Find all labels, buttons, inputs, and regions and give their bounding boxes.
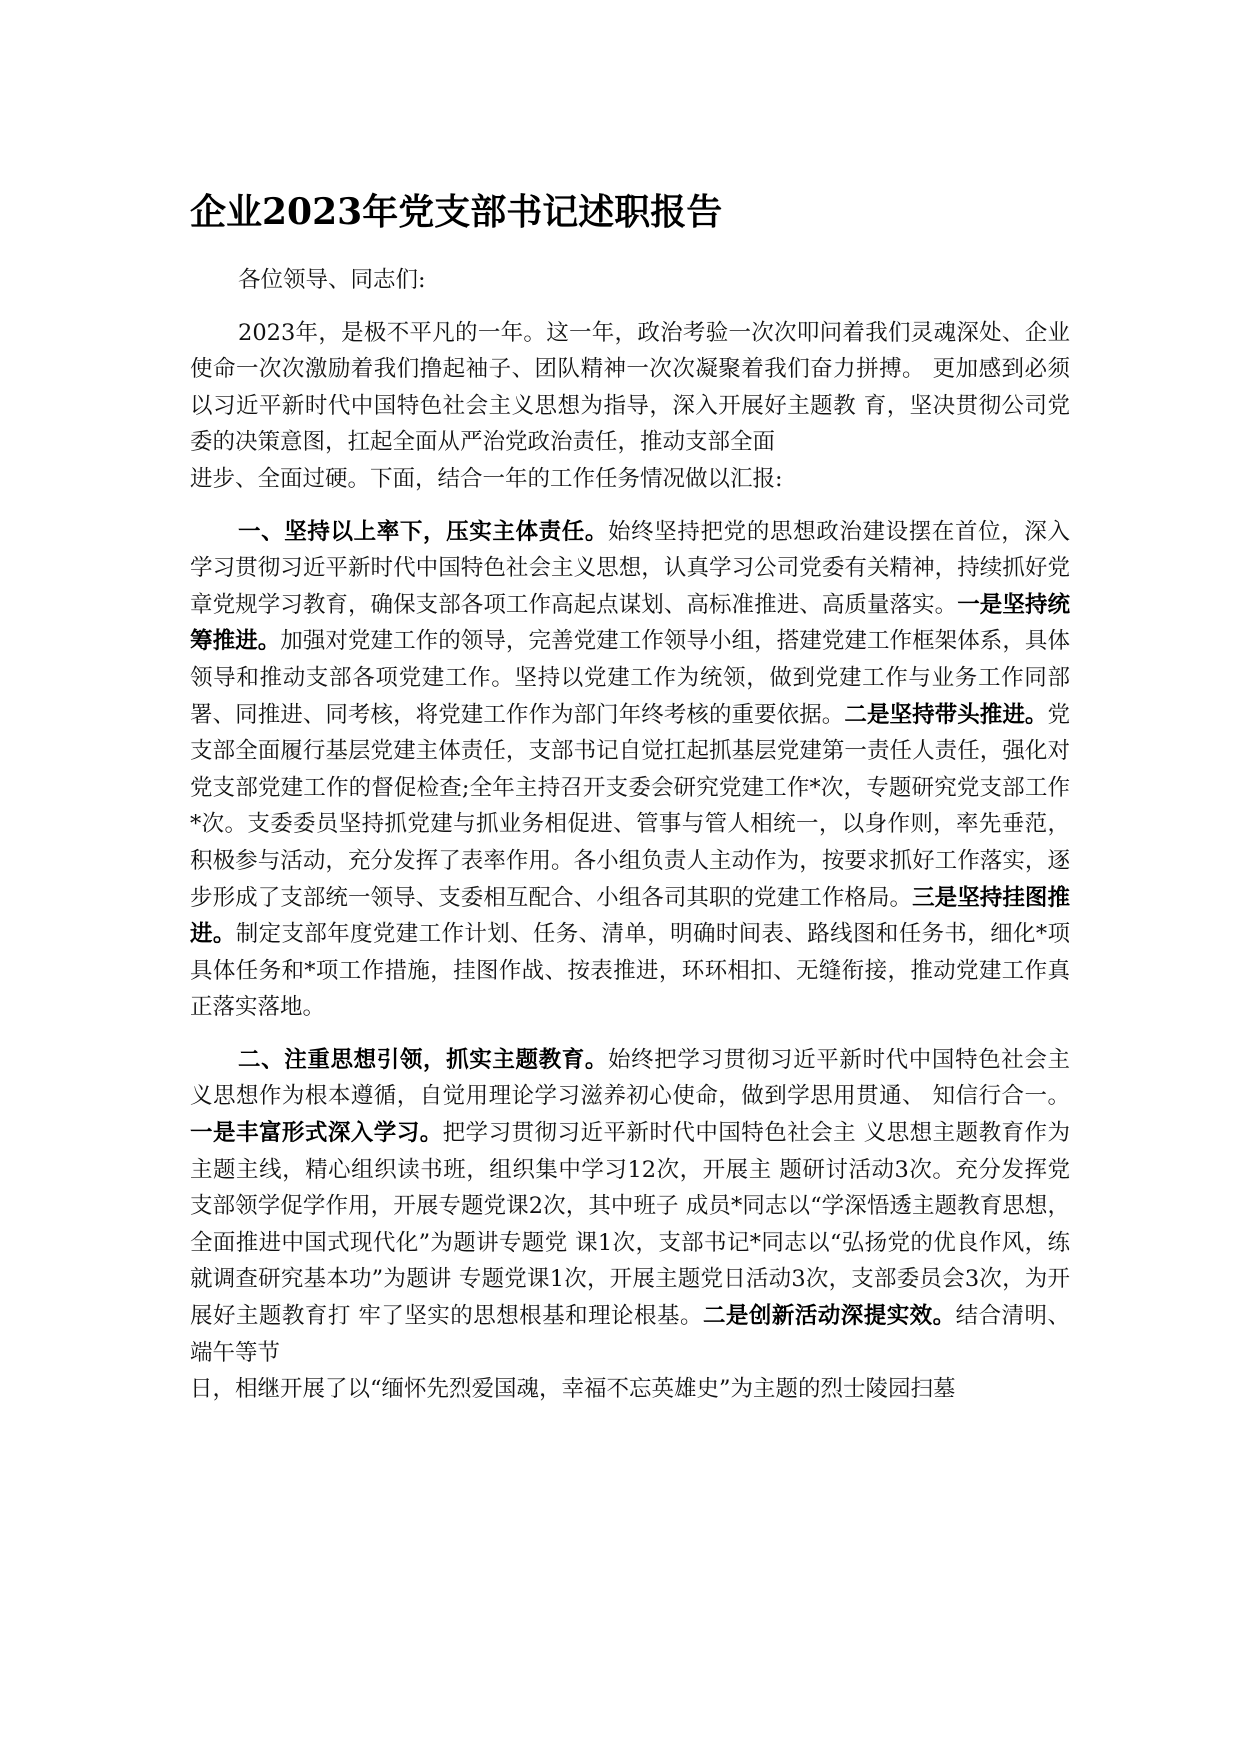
document-title: 企业2023年党支部书记述职报告	[190, 191, 723, 233]
document-body	[190, 262, 1070, 1408]
section-1-point-3-heading: 三是坚持挂图推进。	[190, 884, 1070, 948]
section-2-paragraph	[190, 1042, 1070, 1371]
section-1-point-2-heading: 二是坚持带头推进。	[844, 701, 1048, 728]
intro-paragraph-continuation	[190, 461, 1070, 498]
section-1-point-1-text: 加强对党建工作的领导，完善党建工作领导小组，搭建党建工作框架体系，具体领导和推动支部各项党建工作。坚持以党建工作为统领，做到党建工作与业务工作同部署、同推进、同考核，将党建工作作为部门年终考核的重要依据。	[190, 628, 1070, 728]
section-1-heading: 一、坚持以上率下，压实主体责任。	[238, 518, 609, 545]
section-2-paragraph-continuation	[190, 1371, 1070, 1408]
intro-paragraph	[190, 315, 1070, 461]
section-1-paragraph	[190, 514, 1070, 1026]
section-1-point-3-text: 制定支部年度党建工作计划、任务、清单，明确时间表、路线图和任务书，细化*项具体任务和*项工作措施，挂图作战、按表推进，环环相扣、无缝衔接，推动党建工作真正落实落地。	[190, 921, 1070, 1021]
section-2-point-2-text: 结合清明、端午等节	[190, 1303, 1070, 1366]
section-2-point-2-heading: 二是创新活动深提实效。	[702, 1303, 956, 1330]
salutation: 各位领导、同志们:	[238, 267, 426, 293]
section-1-text: 始终坚持把党的思想政治建设摆在首位，深入学习贯彻习近平新时代中国特色社会主义思想，认真学习公司党委有关精神，持续抓好党章党规学习教育，确保支部各项工作高起点谋划、高标准推进、高质量落实。	[190, 518, 1070, 618]
section-2-text-continued: 日，相继开展了以“缅怀先烈爱国魂，幸福不忘英雄史”为主题的烈士陵园扫墓	[190, 1376, 956, 1403]
section-2-heading: 二、注重思想引领，抓实主题教育。	[238, 1046, 609, 1073]
intro-text-continued: 进步、全面过硬。下面，结合一年的工作任务情况做以汇报:	[190, 465, 783, 492]
intro-text: 2023年，是极不平凡的一年。这一年，政治考验一次次叩问着我们灵魂深处、企业使命一次次激励着我们撸起袖子、团队精神一次次凝聚着我们奋力拼搏。 更加感到必须以习近平新时代中国特色社会主义思想为指导，深入开展好主题教 育，坚决贯彻公司党委的决策意图，扛起全面从严治党政治责任，推动支部全面	[190, 319, 1070, 456]
section-2-text: 始终把学习贯彻习近平新时代中国特色社会主义思想作为根本遵循，自觉用理论学习滋养初心使命，做到学思用贯通、 知信行合一。	[190, 1046, 1070, 1110]
section-2-point-1-heading: 一是丰富形式深入学习。	[190, 1120, 443, 1147]
section-2-point-1-text: 把学习贯彻习近平新时代中国特色社会主 义思想主题教育作为主题主线，精心组织读书班，组织集中学习12次，开展主 题研讨活动3次。充分发挥党支部领学促学作用，开展专题党课2次，其中班子 成员*同志以“学深悟透主题教育思想，全面推进中国式现代化”为题讲专题党 课1次，支部书记*同志以“弘扬党的优良作风，练就调查研究基本功”为题讲 专题党课1次，开展主题党日活动3次，支部委员会3次，为开展好主题教育打 牢了坚实的思想根基和理论根基。	[190, 1120, 1070, 1330]
section-1-point-1-heading: 一是坚持统筹推进。	[190, 591, 1070, 655]
section-1-point-2-text: 党支部全面履行基层党建主体责任，支部书记自觉扛起抓基层党建第一责任人责任，强化对党支部党建工作的督促检查;全年主持召开支委会研究党建工作*次，专题研究党支部工作*次。支委委员坚持抓党建与抓业务相促进、管事与管人相统一，以身作则，率先垂范，积极参与活动，充分发挥了表率作用。各小组负责人主动作为，按要求抓好工作落实，逐步形成了支部统一领导、支委相互配合、小组各司其职的党建工作格局。	[190, 701, 1070, 911]
